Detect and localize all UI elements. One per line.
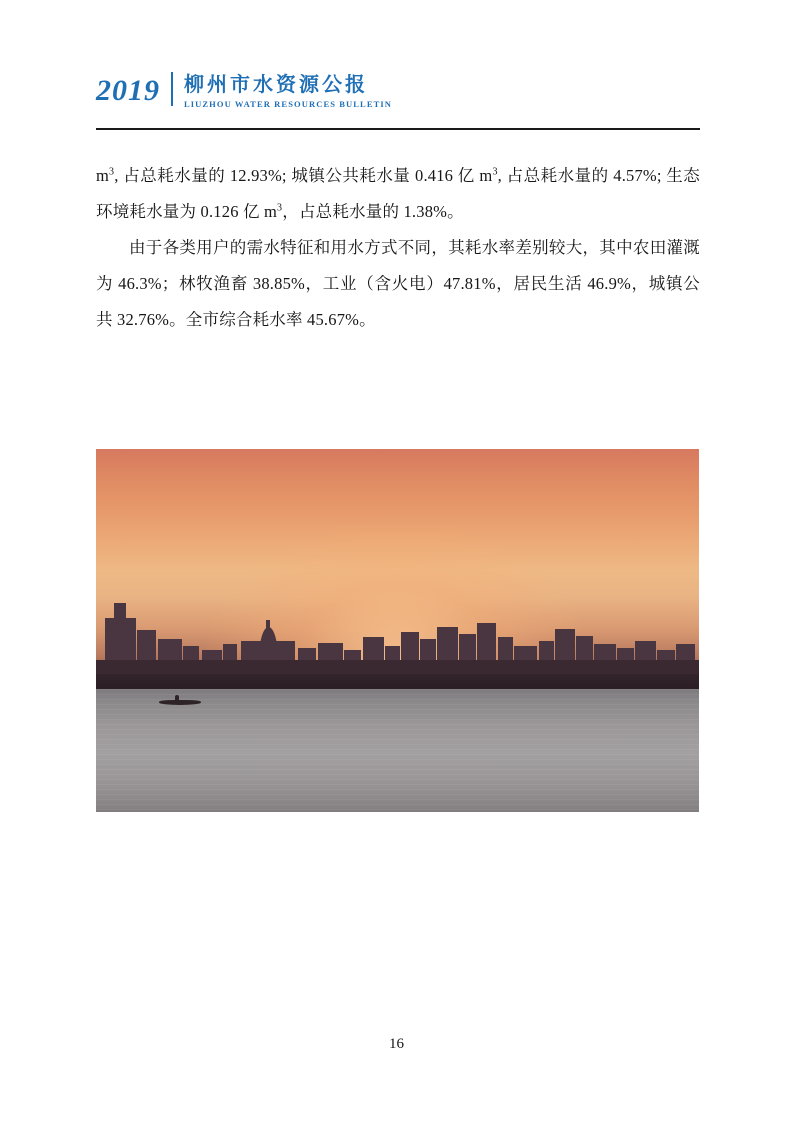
para1-segment-2: , 占总耗水量的 12.93%; 城镇公共耗水量 0.416 亿 m [114, 166, 493, 185]
header-divider [171, 72, 173, 106]
paragraph-consumption-figures [96, 158, 700, 230]
document-body [96, 158, 700, 338]
para1-segment-4: ，占总耗水量的 1.38%。 [282, 202, 464, 221]
para1-superscript-2: 3 [492, 166, 498, 178]
page-number: 16 [389, 1036, 404, 1052]
para1-superscript-1: 3 [109, 166, 115, 178]
paragraph-consumption-rates: 由于各类用户的需水特征和用水方式不同，其耗水率差别较大，其中农田灌溉为 46.3%；林牧渔畜 38.85%，工业（含火电）47.81%，居民生活 46.9%，城镇公共 32.76%。全市综合耗水率 45.67%。 [96, 238, 700, 329]
header-rule [96, 128, 700, 130]
photo-sunset-riverfront [96, 449, 699, 812]
header-year: 2019 [96, 74, 160, 107]
photo-water [96, 689, 699, 812]
photo-canvas [96, 449, 699, 812]
para1-segment-3: , 占总耗水量的 4.57%; 生态环境耗水量为 0.126 亿 m [96, 166, 700, 221]
header-title-chinese: 柳州市水资源公报 [184, 73, 368, 96]
para1-segment-1: m [96, 166, 110, 185]
header-content [96, 72, 700, 108]
header-title-english: LIUZHOU WATER RESOURCES BULLETIN [184, 98, 393, 109]
photo-boat [159, 700, 201, 705]
photo-boat-figure [175, 695, 179, 701]
photo-water-shimmer [96, 689, 699, 812]
header-title-group [184, 74, 392, 109]
document-header [96, 72, 700, 128]
para1-superscript-3: 3 [277, 202, 283, 214]
